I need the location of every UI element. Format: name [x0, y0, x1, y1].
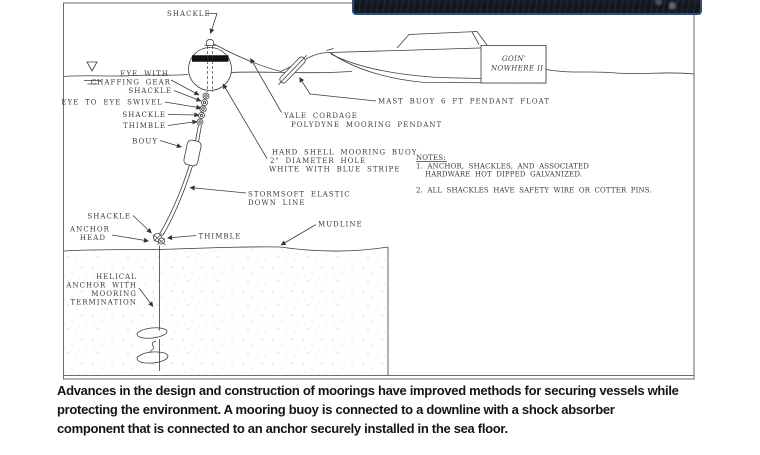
water-level-icon	[87, 62, 97, 71]
notes-title: NOTES:	[416, 154, 446, 162]
label-yale-1: YALE CORDAGE	[284, 112, 358, 120]
boat-windshield	[397, 32, 487, 49]
label-helical-3: MOORING	[91, 290, 137, 298]
label-mudline: MUDLINE	[318, 220, 363, 229]
label-shackle-lower: SHACKLE	[87, 212, 131, 221]
caption	[57, 381, 747, 438]
label-shackle-top: SHACKLE	[167, 10, 211, 18]
small-float	[183, 139, 202, 166]
waterline-right	[546, 70, 694, 75]
label-stormsoft-2: DOWN LINE	[248, 199, 306, 207]
notes-2: 2. ALL SHACKLES HAVE SAFETY WIRE OR COTTER PINS.	[416, 186, 652, 195]
label-yale-2: POLYDYNE MOORING PENDANT	[291, 121, 443, 129]
caption-line-3: component that is connected to an anchor securely installed in the sea floor.	[57, 421, 508, 436]
label-thimble-lower: THIMBLE	[198, 232, 242, 241]
label-hard-shell-3: WHITE WITH BLUE STRIPE	[269, 165, 401, 174]
downline	[160, 165, 193, 236]
mooring-buoy	[189, 48, 232, 91]
label-shackle-mid: SHACKLE	[122, 111, 166, 119]
label-hard-shell-1: HARD SHELL MOORING BUOY	[272, 148, 418, 157]
top-shackle-shape	[205, 39, 216, 45]
caption-line-1: Advances in the design and construction of moorings have improved methods for securing vessels while	[57, 383, 679, 398]
label-eye-with-1: EYE WITH	[120, 70, 169, 78]
label-anchor-head-2: HEAD	[79, 234, 106, 242]
label-helical-2: ANCHOR WITH	[66, 281, 137, 290]
caption-line-2: protecting the environment. A mooring buoy is connected to a downline with a shock absorber	[57, 402, 615, 417]
pendant-float	[276, 53, 310, 87]
label-bouy: BOUY	[132, 137, 158, 146]
label-helical-1: HELICAL	[95, 273, 137, 281]
boat-bow-cleat	[327, 49, 334, 51]
photo-strip	[352, 0, 702, 15]
label-thimble-upper: THIMBLE	[123, 122, 166, 130]
label-eye-with-2: CHAFFING GEAR	[90, 78, 171, 87]
boat-name-line1: GOIN'	[502, 55, 527, 63]
notes-1-line1: 1. ANCHOR, SHACKLES, AND ASSOCIATED	[416, 162, 590, 171]
label-anchor-head-1: ANCHOR	[70, 225, 110, 234]
label-stormsoft-1: STORMSOFT ELASTIC	[248, 190, 351, 199]
label-hard-shell-2: 2" DIAMETER HOLE	[270, 157, 367, 165]
boat-chine-line	[331, 54, 481, 79]
notes-1-line2: HARDWARE HOT DIPPED GALVANIZED.	[425, 170, 583, 179]
boat-name-line2: NOWHERE II	[491, 64, 544, 73]
diagram-linework	[64, 14, 695, 376]
label-eye-to-eye-swivel: EYE TO EYE SWIVEL	[61, 98, 163, 107]
rope-upper	[196, 125, 202, 142]
seabed-fill	[64, 247, 389, 375]
label-helical-4: TERMINATION	[70, 298, 137, 307]
label-shackle-upper: SHACKLE	[128, 87, 172, 95]
label-mast-buoy: MAST BUOY 6 FT PENDANT FLOAT	[378, 97, 551, 106]
